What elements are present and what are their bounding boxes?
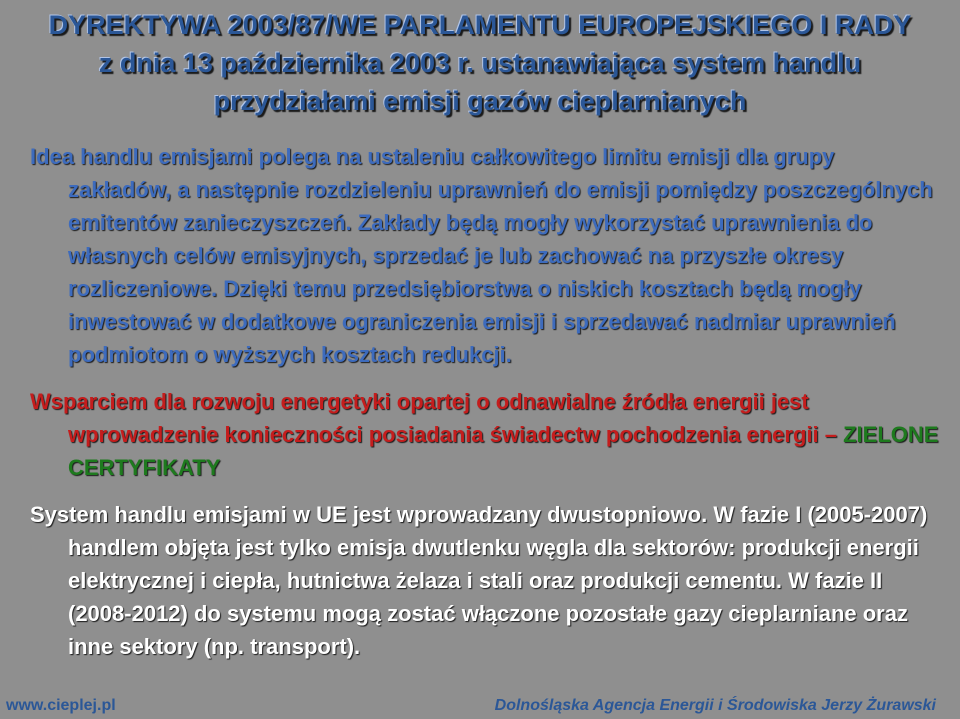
title-line-1: DYREKTYWA 2003/87/WE PARLAMENTU EUROPEJSKIEGO I RADY (48, 10, 912, 40)
slide-body (30, 140, 940, 677)
green-certificates-label: ZIELONE CERTYFIKATY (68, 422, 939, 480)
slide-title (0, 6, 960, 120)
paragraph-emission-trading-idea: Idea handlu emisjami polega na ustaleniu całkowitego limitu emisji dla grupy zakładów, a następnie rozdzieleniu uprawnień do emisji pomiędzy poszczególnych emitentów zanieczyszczeń. Zakłady będą mogły wykorzystać uprawnienia do własnych celów emisyjnych, sprzedać je lub zachować na przyszłe okresy rozliczeniowe. Dzięki temu przedsiębiorstwa o niskich kosztach będą mogły inwestować w dodatkowe ograniczenia emisji i sprzedawać nadmiar uprawnień podmiotom o wyższych kosztach redukcji. (30, 144, 933, 367)
footer-author: Dolnośląska Agencja Energii i Środowiska Jerzy Żurawski (494, 697, 936, 714)
title-line-2: z dnia 13 października 2003 r. ustanawiająca system handlu (98, 48, 862, 78)
paragraph-renewable-support (30, 385, 940, 484)
renewable-support-text: Wsparciem dla rozwoju energetyki opartej o odnawialne źródła energii jest wprowadzenie konieczności posiadania świadectw pochodzenia energii – (30, 389, 844, 447)
title-line-3: przydziałami emisji gazów cieplarnianych (213, 86, 747, 116)
paragraph-eu-ets-phases: System handlu emisjami w UE jest wprowadzany dwustopniowo. W fazie I (2005-2007) handlem objęta jest tylko emisja dwutlenku węgla dla sektorów: produkcji energii elektrycznej i ciepła, hutnictwa żelaza i stali oraz produkcji cementu. W fazie II (2008-2012) do systemu mogą zostać włączone pozostałe gazy cieplarniane oraz inne sektory (np. transport). (30, 502, 928, 659)
footer-website-link[interactable]: www.cieplej.pl (6, 697, 116, 714)
